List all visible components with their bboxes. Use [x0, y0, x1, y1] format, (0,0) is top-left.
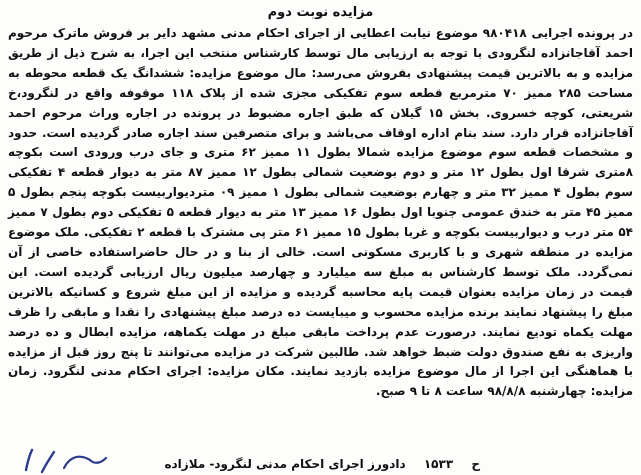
footer-code: ح [471, 457, 480, 471]
notice-body [8, 24, 633, 402]
notice-title: مزایده نوبت دوم [267, 5, 374, 20]
footer-number: ۱۵۳۳ [423, 457, 454, 471]
footer-signature: دادورز اجرای احکام مدنی لنگرود- ملازاده [164, 457, 406, 471]
notice-body-text: در پرونده اجرایی ۹۸۰۴۱۸ موضوع نیابت اعطایی از اجرای احکام مدنی مشهد دایر بر فروش ماترک مرحوم احمد آقاجانزاده لنگرودی با توجه به ارزیابی مال توسط کارشناس منتخب این اجرا، به شرح ذیل از طریق مزایده و به بالاترین قیمت پیشنهادی بفروش می‌رسد: مال موضوع مزایده: ششدانگ یک قطعه محوطه به مساحت ۲۸۵ ممیز ۷۰ مترمربع قطعه سوم تفکیکی مجزی شده از پلاک ۱۱۸ موقوفه واقع در لنگرود،خ شریعتی، کوچه خسروی. بخش ۱۵ گیلان که طبق اجاره مضبوط در پرونده در اجاره وراث مرحوم احمد آقاجانزاده قرار دارد. سند بنام اداره اوقاف می‌باشد و برای متصرفین سند اجاره صادر گردیده است. حدود و مشخصات قطعه سوم موضوع مزایده شمالا بطول ۱۱ ممیز ۶۲ متری و جای درب ورودی است بکوچه ۸متری شرقا اول بطول ۱۲ متر و دوم بوضعیت شمالی بطول ۱۲ ممیز ۸۷ متر به دیوار قطعه ۴ تفکیکی سوم بطول ۴ ممیز ۳۲ متر و چهارم بوضعیت شمالی بطول ۱ ممیز ۰۹ متردیواربیست بکوچه پنجم بطول ۵ ممیز ۴۵ متر به خندق عمومی جنوبا اول بطول ۱۶ ممیز ۱۳ متر به دیوار قطعه ۵ تفکیکی دوم بطول ۷ ممیز ۵۴ متر درب و دیواربیست بکوچه و غربا بطول ۱۵ ممیز ۶۱ متر پی مشترک با قطعه ۲ تفکیکی. ملک موضوع مزایده در منطقه شهری و با کاربری مسکونی است. خالی از بنا و در حال حاضراستفاده خاصی از آن نمی‌گردد. ملک توسط کارشناس به مبلغ سه میلیارد و چهارصد میلیون ریال ارزیابی گردیده است. این قیمت در زمان مزایده بعنوان قیمت پایه محاسبه گردیده و مزایده از این مبلغ شروع و کسانیکه بالاترین مبلغ را پیشنهاد نمایند برنده مزایده محسوب و میبایست ده درصد مبلغ پیشنهادی را نقدا و مابقی را ظرف مهلت یکماه تودیع نمایند. درصورت عدم پرداخت مابقی مبلغ در مهلت یکماهه، مزایده ابطال و ده درصد واریزی به نفع صندوق دولت ضبط خواهد شد. طالبین شرکت در مزایده می‌توانند تا پنج روز قبل از مزایده با هماهنگی این اجرا از مال موضوع مزایده بازدید نمایند. مکان مزایده: اجرای احکام مدنی لنگرود. زمان مزایده: چهارشنبه ۹۸/۸/۸ ساعت ۸ تا ۹ صبح. [8, 26, 634, 399]
pen-stroke-mark-icon [20, 446, 140, 474]
notice-footer [164, 455, 480, 473]
